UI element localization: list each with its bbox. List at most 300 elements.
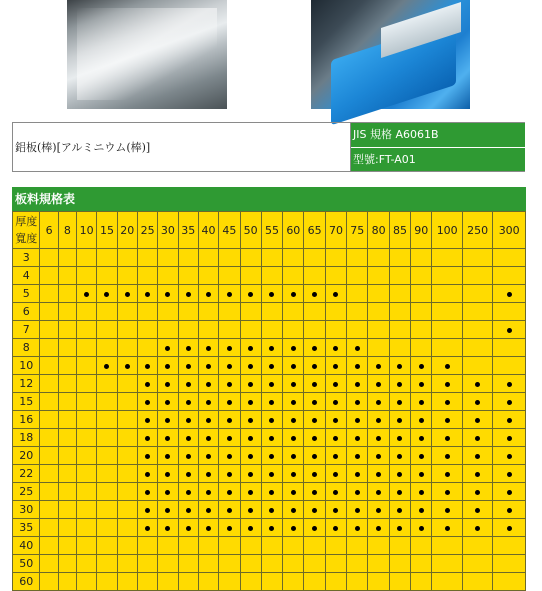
availability-dot xyxy=(206,364,211,369)
availability-dot xyxy=(186,436,191,441)
availability-dot xyxy=(206,346,211,351)
grid-cell xyxy=(368,519,389,537)
grid-cell xyxy=(219,357,240,375)
availability-dot xyxy=(419,472,424,477)
availability-dot xyxy=(291,454,296,459)
availability-dot xyxy=(269,400,274,405)
spec-header-row xyxy=(13,212,526,249)
grid-cell xyxy=(219,447,240,465)
grid-cell xyxy=(261,501,282,519)
availability-dot xyxy=(312,292,317,297)
availability-dot xyxy=(312,400,317,405)
grid-cell xyxy=(117,267,137,285)
aluminum-plate-film-photo xyxy=(311,0,470,109)
grid-cell xyxy=(325,357,346,375)
grid-cell xyxy=(347,285,368,303)
grid-cell xyxy=(219,375,240,393)
row-label: 16 xyxy=(13,411,40,429)
availability-dot xyxy=(291,400,296,405)
grid-cell xyxy=(97,447,117,465)
availability-dot xyxy=(355,364,360,369)
grid-cell xyxy=(178,249,198,267)
grid-cell xyxy=(219,501,240,519)
grid-cell xyxy=(76,303,96,321)
availability-dot xyxy=(248,346,253,351)
grid-cell xyxy=(97,537,117,555)
availability-dot xyxy=(291,490,296,495)
grid-cell xyxy=(97,393,117,411)
grid-cell xyxy=(347,267,368,285)
grid-cell xyxy=(198,249,218,267)
grid-cell xyxy=(283,411,304,429)
column-header: 250 xyxy=(462,212,492,249)
availability-dot xyxy=(312,364,317,369)
product-name: 鋁板(棒)[アルミニウム(棒)] xyxy=(15,141,151,154)
grid-cell xyxy=(76,573,96,591)
grid-cell xyxy=(411,411,432,429)
availability-dot xyxy=(475,418,480,423)
grid-cell xyxy=(158,267,178,285)
grid-cell xyxy=(368,375,389,393)
availability-dot xyxy=(145,292,150,297)
grid-cell xyxy=(97,483,117,501)
availability-dot xyxy=(248,382,253,387)
availability-dot xyxy=(291,526,296,531)
grid-cell xyxy=(58,537,76,555)
availability-dot xyxy=(376,364,381,369)
availability-dot xyxy=(269,292,274,297)
availability-dot xyxy=(333,490,338,495)
availability-dot xyxy=(206,490,211,495)
grid-cell xyxy=(178,411,198,429)
grid-cell xyxy=(117,537,137,555)
availability-dot xyxy=(145,382,150,387)
grid-cell xyxy=(240,375,261,393)
grid-cell xyxy=(40,447,58,465)
availability-dot xyxy=(291,292,296,297)
grid-cell xyxy=(347,249,368,267)
grid-cell xyxy=(432,393,462,411)
availability-dot xyxy=(227,508,232,513)
grid-cell xyxy=(219,249,240,267)
grid-cell xyxy=(219,519,240,537)
availability-dot xyxy=(397,418,402,423)
grid-cell xyxy=(97,267,117,285)
grid-cell xyxy=(411,339,432,357)
grid-cell xyxy=(283,267,304,285)
grid-cell xyxy=(58,555,76,573)
grid-cell xyxy=(117,411,137,429)
grid-cell xyxy=(240,447,261,465)
availability-dot xyxy=(248,418,253,423)
grid-cell xyxy=(462,321,492,339)
grid-cell xyxy=(117,483,137,501)
table-row xyxy=(13,285,526,303)
grid-cell xyxy=(304,429,325,447)
grid-cell xyxy=(432,285,462,303)
grid-cell xyxy=(76,519,96,537)
grid-cell xyxy=(137,501,157,519)
grid-cell xyxy=(178,465,198,483)
grid-cell xyxy=(58,447,76,465)
availability-dot xyxy=(419,454,424,459)
table-row xyxy=(13,393,526,411)
grid-cell xyxy=(178,267,198,285)
grid-cell xyxy=(411,483,432,501)
grid-cell xyxy=(411,429,432,447)
grid-cell xyxy=(158,303,178,321)
grid-cell xyxy=(389,267,410,285)
availability-dot xyxy=(206,472,211,477)
availability-dot xyxy=(507,418,512,423)
grid-cell xyxy=(368,249,389,267)
availability-dot xyxy=(397,454,402,459)
grid-cell xyxy=(76,483,96,501)
availability-dot xyxy=(145,364,150,369)
availability-dot xyxy=(165,346,170,351)
grid-cell xyxy=(158,465,178,483)
jis-spec: JIS 規格 A6061B xyxy=(351,123,525,147)
grid-cell xyxy=(261,411,282,429)
grid-cell xyxy=(411,285,432,303)
column-header: 8 xyxy=(58,212,76,249)
grid-cell xyxy=(462,411,492,429)
grid-cell xyxy=(261,573,282,591)
grid-cell xyxy=(198,555,218,573)
grid-cell xyxy=(432,411,462,429)
grid-cell xyxy=(178,447,198,465)
grid-cell xyxy=(117,249,137,267)
availability-dot xyxy=(419,526,424,531)
availability-dot xyxy=(376,454,381,459)
grid-cell xyxy=(304,393,325,411)
width-label: 寬度 xyxy=(15,232,38,245)
grid-cell xyxy=(325,339,346,357)
availability-dot xyxy=(145,526,150,531)
grid-cell xyxy=(117,375,137,393)
grid-cell xyxy=(158,519,178,537)
grid-cell xyxy=(240,501,261,519)
grid-cell xyxy=(389,573,410,591)
availability-dot xyxy=(186,364,191,369)
grid-cell xyxy=(368,555,389,573)
spec-grid xyxy=(12,211,526,591)
availability-dot xyxy=(291,436,296,441)
availability-dot xyxy=(186,472,191,477)
grid-cell xyxy=(347,357,368,375)
grid-cell xyxy=(158,537,178,555)
availability-dot xyxy=(227,364,232,369)
availability-dot xyxy=(312,436,317,441)
availability-dot xyxy=(475,526,480,531)
grid-cell xyxy=(97,303,117,321)
row-label: 50 xyxy=(13,555,40,573)
grid-cell xyxy=(283,249,304,267)
availability-dot xyxy=(186,526,191,531)
grid-cell xyxy=(97,285,117,303)
grid-cell xyxy=(97,321,117,339)
grid-cell xyxy=(389,393,410,411)
grid-cell xyxy=(178,375,198,393)
grid-cell xyxy=(261,447,282,465)
grid-cell xyxy=(40,357,58,375)
grid-cell xyxy=(117,321,137,339)
grid-cell xyxy=(347,303,368,321)
column-header: 20 xyxy=(117,212,137,249)
grid-cell xyxy=(117,357,137,375)
grid-cell xyxy=(178,321,198,339)
availability-dot xyxy=(227,436,232,441)
grid-cell xyxy=(158,393,178,411)
grid-cell xyxy=(219,483,240,501)
availability-dot xyxy=(291,418,296,423)
grid-cell xyxy=(137,573,157,591)
availability-dot xyxy=(333,400,338,405)
column-header: 15 xyxy=(97,212,117,249)
grid-cell xyxy=(219,411,240,429)
grid-cell xyxy=(198,447,218,465)
grid-cell xyxy=(411,555,432,573)
grid-cell xyxy=(411,375,432,393)
availability-dot xyxy=(269,346,274,351)
grid-cell xyxy=(40,375,58,393)
grid-cell xyxy=(198,483,218,501)
row-label: 12 xyxy=(13,375,40,393)
grid-cell xyxy=(389,555,410,573)
grid-cell xyxy=(198,321,218,339)
availability-dot xyxy=(419,436,424,441)
grid-cell xyxy=(283,573,304,591)
availability-dot xyxy=(227,382,232,387)
availability-dot xyxy=(445,472,450,477)
grid-cell xyxy=(40,303,58,321)
grid-cell xyxy=(76,249,96,267)
availability-dot xyxy=(248,490,253,495)
availability-dot xyxy=(445,508,450,513)
grid-cell xyxy=(158,429,178,447)
availability-dot xyxy=(376,436,381,441)
grid-cell xyxy=(432,465,462,483)
availability-dot xyxy=(248,436,253,441)
grid-cell xyxy=(117,393,137,411)
availability-dot xyxy=(333,436,338,441)
grid-cell xyxy=(283,339,304,357)
grid-cell xyxy=(462,573,492,591)
grid-cell xyxy=(158,447,178,465)
grid-cell xyxy=(261,285,282,303)
availability-dot xyxy=(206,454,211,459)
grid-cell xyxy=(198,465,218,483)
availability-dot xyxy=(397,436,402,441)
availability-dot xyxy=(186,490,191,495)
grid-cell xyxy=(493,249,526,267)
grid-cell xyxy=(304,519,325,537)
availability-dot xyxy=(269,364,274,369)
grid-cell xyxy=(240,537,261,555)
availability-dot xyxy=(165,508,170,513)
grid-cell xyxy=(76,429,96,447)
grid-cell xyxy=(462,537,492,555)
availability-dot xyxy=(248,508,253,513)
grid-cell xyxy=(304,573,325,591)
grid-cell xyxy=(76,357,96,375)
grid-cell xyxy=(493,285,526,303)
grid-cell xyxy=(411,267,432,285)
availability-dot xyxy=(333,508,338,513)
grid-cell xyxy=(389,339,410,357)
row-label: 60 xyxy=(13,573,40,591)
column-header: 60 xyxy=(283,212,304,249)
availability-dot xyxy=(507,382,512,387)
grid-cell xyxy=(178,429,198,447)
grid-cell xyxy=(158,375,178,393)
availability-dot xyxy=(165,436,170,441)
row-label: 18 xyxy=(13,429,40,447)
grid-cell xyxy=(368,339,389,357)
grid-cell xyxy=(40,537,58,555)
availability-dot xyxy=(269,454,274,459)
grid-cell xyxy=(347,573,368,591)
grid-cell xyxy=(158,339,178,357)
row-label: 22 xyxy=(13,465,40,483)
grid-cell xyxy=(261,555,282,573)
grid-cell xyxy=(432,357,462,375)
availability-dot xyxy=(419,382,424,387)
grid-cell xyxy=(240,321,261,339)
column-header: 50 xyxy=(240,212,261,249)
grid-cell xyxy=(347,429,368,447)
availability-dot xyxy=(376,508,381,513)
grid-cell xyxy=(58,339,76,357)
column-header: 85 xyxy=(389,212,410,249)
grid-cell xyxy=(261,249,282,267)
grid-cell xyxy=(178,357,198,375)
availability-dot xyxy=(248,526,253,531)
availability-dot xyxy=(145,490,150,495)
grid-cell xyxy=(40,285,58,303)
grid-cell xyxy=(283,375,304,393)
grid-cell xyxy=(462,555,492,573)
grid-cell xyxy=(304,555,325,573)
grid-cell xyxy=(137,357,157,375)
grid-cell xyxy=(198,537,218,555)
grid-cell xyxy=(368,357,389,375)
availability-dot xyxy=(227,490,232,495)
column-header: 300 xyxy=(493,212,526,249)
column-header: 45 xyxy=(219,212,240,249)
grid-cell xyxy=(368,447,389,465)
grid-cell xyxy=(219,303,240,321)
grid-cell xyxy=(58,375,76,393)
grid-cell xyxy=(347,501,368,519)
availability-dot xyxy=(145,454,150,459)
grid-cell xyxy=(58,249,76,267)
grid-cell xyxy=(389,483,410,501)
grid-cell xyxy=(493,393,526,411)
grid-cell xyxy=(462,501,492,519)
grid-cell xyxy=(117,519,137,537)
grid-cell xyxy=(240,429,261,447)
column-header: 90 xyxy=(411,212,432,249)
grid-cell xyxy=(240,303,261,321)
availability-dot xyxy=(475,382,480,387)
grid-cell xyxy=(261,339,282,357)
grid-cell xyxy=(178,393,198,411)
grid-cell xyxy=(304,375,325,393)
grid-cell xyxy=(462,393,492,411)
grid-cell xyxy=(389,429,410,447)
availability-dot xyxy=(475,400,480,405)
grid-cell xyxy=(283,447,304,465)
availability-dot xyxy=(445,400,450,405)
grid-cell xyxy=(389,465,410,483)
table-row xyxy=(13,429,526,447)
availability-dot xyxy=(333,382,338,387)
availability-dot xyxy=(333,292,338,297)
grid-cell xyxy=(462,285,492,303)
grid-cell xyxy=(283,465,304,483)
grid-cell xyxy=(462,429,492,447)
grid-cell xyxy=(58,321,76,339)
availability-dot xyxy=(419,418,424,423)
grid-cell xyxy=(137,303,157,321)
grid-cell xyxy=(76,447,96,465)
availability-dot xyxy=(355,382,360,387)
grid-cell xyxy=(198,339,218,357)
table-row xyxy=(13,249,526,267)
availability-dot xyxy=(355,418,360,423)
table-row xyxy=(13,447,526,465)
grid-cell xyxy=(117,555,137,573)
availability-dot xyxy=(355,436,360,441)
grid-cell xyxy=(493,267,526,285)
grid-cell xyxy=(368,465,389,483)
availability-dot xyxy=(206,508,211,513)
grid-cell xyxy=(178,303,198,321)
availability-dot xyxy=(227,346,232,351)
row-label: 5 xyxy=(13,285,40,303)
availability-dot xyxy=(333,418,338,423)
grid-cell xyxy=(58,303,76,321)
availability-dot xyxy=(445,436,450,441)
product-info-box xyxy=(12,122,525,172)
grid-cell xyxy=(40,555,58,573)
grid-cell xyxy=(158,285,178,303)
availability-dot xyxy=(165,418,170,423)
availability-dot xyxy=(397,382,402,387)
grid-cell xyxy=(40,465,58,483)
grid-cell xyxy=(325,519,346,537)
row-label: 6 xyxy=(13,303,40,321)
column-header: 100 xyxy=(432,212,462,249)
availability-dot xyxy=(397,508,402,513)
grid-cell xyxy=(240,483,261,501)
grid-cell xyxy=(198,501,218,519)
availability-dot xyxy=(507,454,512,459)
grid-cell xyxy=(240,357,261,375)
grid-cell xyxy=(240,339,261,357)
grid-cell xyxy=(97,411,117,429)
grid-cell xyxy=(261,429,282,447)
grid-cell xyxy=(240,393,261,411)
grid-cell xyxy=(178,555,198,573)
availability-dot xyxy=(507,400,512,405)
availability-dot xyxy=(333,364,338,369)
grid-cell xyxy=(462,249,492,267)
row-label: 15 xyxy=(13,393,40,411)
grid-cell xyxy=(40,501,58,519)
grid-cell xyxy=(283,285,304,303)
